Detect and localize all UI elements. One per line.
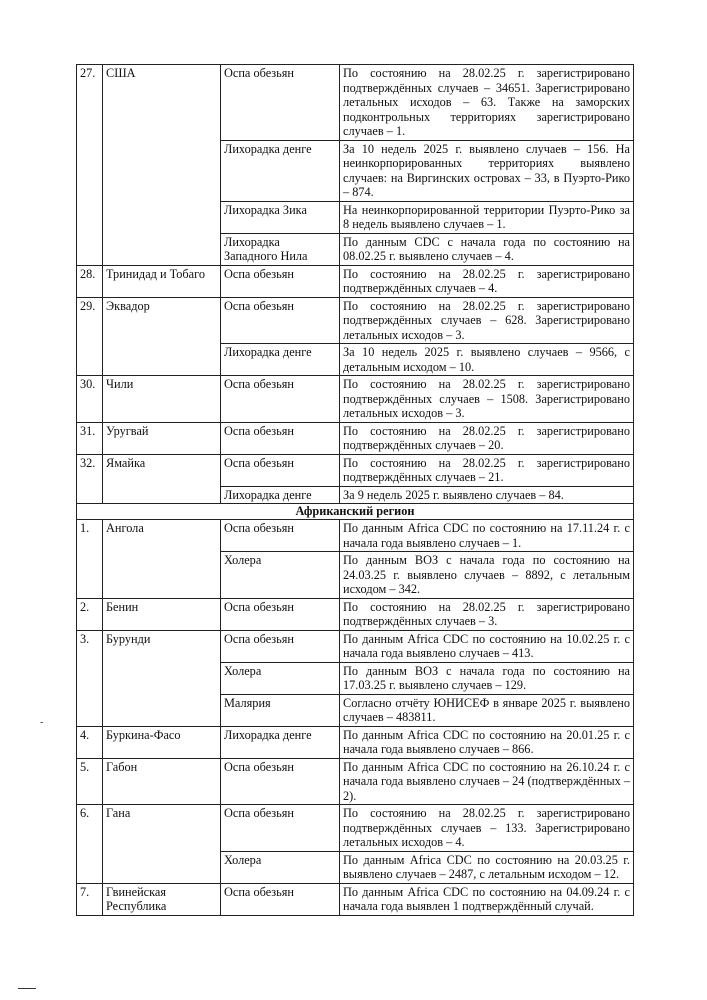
case-info: По данным CDC с начала года по состоянию на 08.02.25 г. выявлено случаев – 4. xyxy=(340,233,634,265)
disease-name: Холера xyxy=(221,851,340,883)
case-info: По данным Africa CDC по состоянию на 20.03.25 г. выявлено случаев – 2487, с летальным исходом – 12. xyxy=(340,851,634,883)
bottom-line-mark xyxy=(18,988,36,989)
disease-name: Оспа обезьян xyxy=(221,454,340,486)
disease-name: Оспа обезьян xyxy=(221,630,340,662)
case-info: За 10 недель 2025 г. выявлено случаев – 9566, с детальным исходом – 10. xyxy=(340,344,634,376)
row-number: 3. xyxy=(77,630,103,726)
case-info: По состоянию на 28.02.25 г. зарегистрировано подтверждённых случаев – 4. xyxy=(340,265,634,297)
country-name: Бенин xyxy=(103,598,221,630)
disease-name: Лихорадка Западного Нила xyxy=(221,233,340,265)
case-info: По данным Africa CDC по состоянию на 26.10.24 г. с начала года выявлено случаев – 24 (подтверждённых – 2). xyxy=(340,758,634,805)
table-row xyxy=(77,454,634,486)
country-name: Гвинейская Республика xyxy=(103,883,221,915)
table-row xyxy=(77,758,634,805)
row-number: 29. xyxy=(77,297,103,376)
country-name: США xyxy=(103,65,221,266)
row-number: 32. xyxy=(77,454,103,504)
row-number: 1. xyxy=(77,520,103,599)
disease-name: Холера xyxy=(221,662,340,694)
disease-name: Лихорадка Зика xyxy=(221,201,340,233)
case-info: По данным ВОЗ с начала года по состоянию на 17.03.25 г. выявлено случаев – 129. xyxy=(340,662,634,694)
region-heading-row xyxy=(77,504,634,520)
disease-name: Оспа обезьян xyxy=(221,422,340,454)
case-info: На неинкорпорированной территории Пуэрто-Рико за 8 недель выявлено случаев – 1. xyxy=(340,201,634,233)
country-name: Эквадор xyxy=(103,297,221,376)
case-info: По данным Africa CDC по состоянию на 20.01.25 г. с начала года выявлено случаев – 866. xyxy=(340,726,634,758)
disease-name: Лихорадка денге xyxy=(221,140,340,201)
case-info: По состоянию на 28.02.25 г. зарегистрировано подтверждённых случаев – 628. Зарегистрировано летальных исходов – 3. xyxy=(340,297,634,344)
disease-name: Оспа обезьян xyxy=(221,520,340,552)
region-heading: Африканский регион xyxy=(77,504,634,520)
case-info: По данным ВОЗ с начала года по состоянию на 24.03.25 г. выявлено случаев – 8892, с летальным исходом – 342. xyxy=(340,552,634,599)
row-number: 5. xyxy=(77,758,103,805)
disease-name: Лихорадка денге xyxy=(221,344,340,376)
disease-name: Оспа обезьян xyxy=(221,883,340,915)
row-number: 2. xyxy=(77,598,103,630)
country-name: Ангола xyxy=(103,520,221,599)
case-info: По данным Africa CDC по состоянию на 10.02.25 г. с начала года выявлено случаев – 413. xyxy=(340,630,634,662)
disease-name: Лихорадка денге xyxy=(221,486,340,504)
row-number: 27. xyxy=(77,65,103,266)
disease-name: Оспа обезьян xyxy=(221,265,340,297)
row-number: 28. xyxy=(77,265,103,297)
table-row xyxy=(77,726,634,758)
disease-table xyxy=(76,64,634,916)
case-info: По состоянию на 28.02.25 г. зарегистрировано подтверждённых случаев – 20. xyxy=(340,422,634,454)
table-row xyxy=(77,422,634,454)
country-name: Тринидад и Тобаго xyxy=(103,265,221,297)
case-info: По состоянию на 28.02.25 г. зарегистрировано подтверждённых случаев – 21. xyxy=(340,454,634,486)
case-info: По данным Africa CDC по состоянию на 17.11.24 г. с начала года выявлено случаев – 1. xyxy=(340,520,634,552)
country-name: Уругвай xyxy=(103,422,221,454)
table-row xyxy=(77,376,634,423)
row-number: 31. xyxy=(77,422,103,454)
americas-rows xyxy=(77,65,634,504)
case-info: По состоянию на 28.02.25 г. зарегистрировано подтверждённых случаев – 133. Зарегистрировано летальных исходов – 4. xyxy=(340,805,634,852)
africa-rows xyxy=(77,520,634,916)
disease-name: Лихорадка денге xyxy=(221,726,340,758)
disease-name: Оспа обезьян xyxy=(221,805,340,852)
disease-name: Оспа обезьян xyxy=(221,297,340,344)
case-info: По состоянию на 28.02.25 г. зарегистрировано подтверждённых случаев – 3. xyxy=(340,598,634,630)
row-number: 6. xyxy=(77,805,103,884)
country-name: Чили xyxy=(103,376,221,423)
table-row xyxy=(77,265,634,297)
table-row xyxy=(77,630,634,662)
case-info: За 10 недель 2025 г. выявлено случаев – 156. На неинкорпорированных территориях выявлено случаев: на Виргинских островах – 33, в Пуэрто-Рико – 874. xyxy=(340,140,634,201)
table-row xyxy=(77,598,634,630)
case-info: По состоянию на 28.02.25 г. зарегистрировано подтверждённых случаев – 34651. Зарегистрировано летальных исходов – 63. Также на заморских подконтрольных территориях зарегистрировано случаев – 1. xyxy=(340,65,634,141)
disease-name: Оспа обезьян xyxy=(221,598,340,630)
disease-name: Оспа обезьян xyxy=(221,758,340,805)
row-number: 30. xyxy=(77,376,103,423)
disease-name: Оспа обезьян xyxy=(221,376,340,423)
country-name: Бурунди xyxy=(103,630,221,726)
country-name: Гана xyxy=(103,805,221,884)
row-number: 7. xyxy=(77,883,103,915)
country-name: Буркина-Фасо xyxy=(103,726,221,758)
table-row xyxy=(77,805,634,852)
side-mark: - xyxy=(40,717,44,728)
row-number: 4. xyxy=(77,726,103,758)
table-row xyxy=(77,65,634,141)
country-name: Ямайка xyxy=(103,454,221,504)
table-row xyxy=(77,883,634,915)
disease-name: Оспа обезьян xyxy=(221,65,340,141)
case-info: По данным Africa CDC по состоянию на 04.09.24 г. с начала года выявлен 1 подтверждённый случай. xyxy=(340,883,634,915)
disease-name: Малярия xyxy=(221,694,340,726)
table-row xyxy=(77,297,634,344)
case-info: По состоянию на 28.02.25 г. зарегистрировано подтверждённых случаев – 1508. Зарегистрировано летальных исходов – 3. xyxy=(340,376,634,423)
disease-name: Холера xyxy=(221,552,340,599)
table-row xyxy=(77,520,634,552)
case-info: Согласно отчёту ЮНИСЕФ в январе 2025 г. выявлено случаев – 483811. xyxy=(340,694,634,726)
country-name: Габон xyxy=(103,758,221,805)
case-info: За 9 недель 2025 г. выявлено случаев – 84. xyxy=(340,486,634,504)
